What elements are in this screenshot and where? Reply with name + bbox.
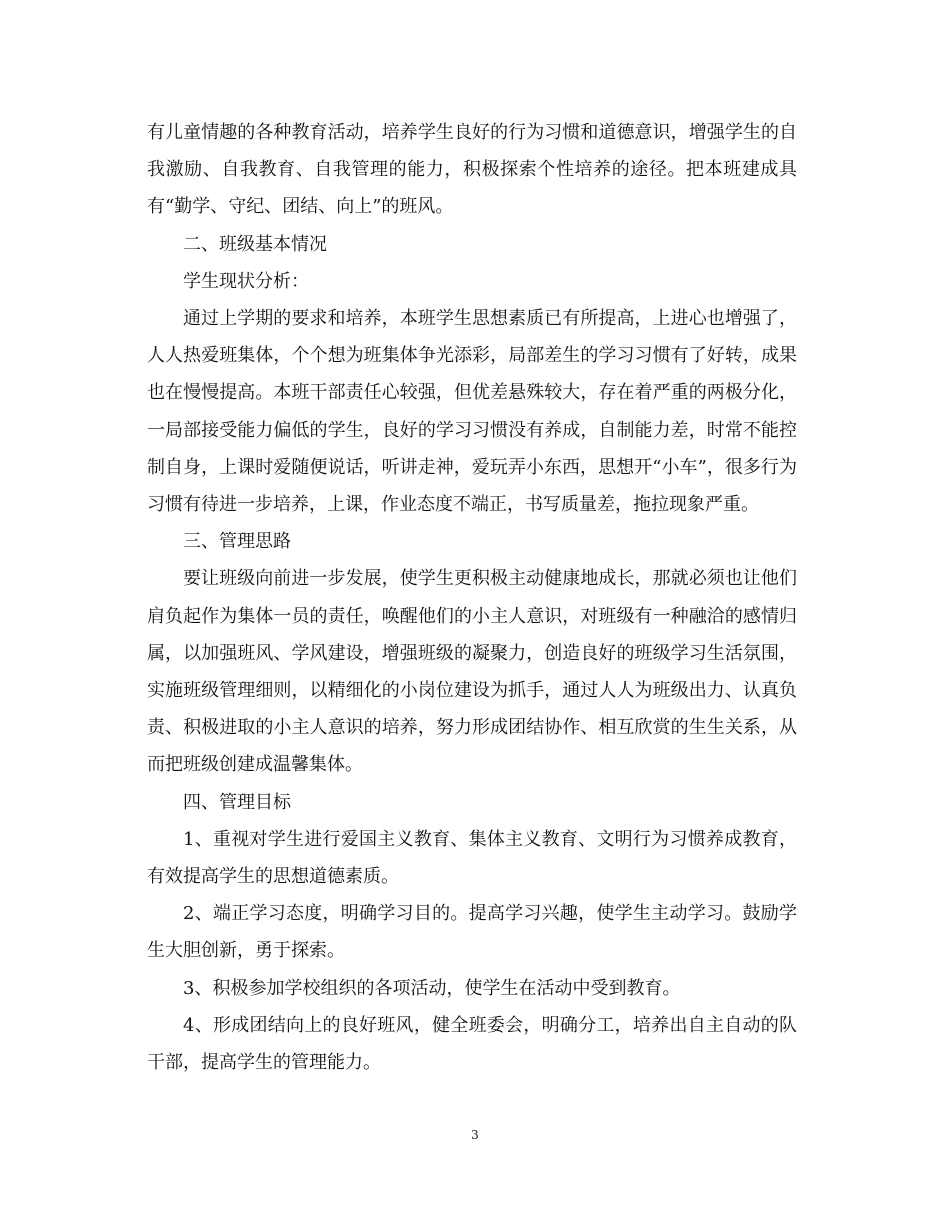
- goal-item-3: 3、积极参加学校组织的各项活动，使学生在活动中受到教育。: [183, 977, 681, 999]
- goal-item-4: 4、形成团结向上的良好班风，健全班委会，明确分工，培养出自主自动的队干部，提高学生的管理能力。: [147, 1014, 797, 1074]
- heading-management-approach: 三、管理思路: [183, 531, 291, 553]
- document-body: [147, 114, 797, 1081]
- paragraph-student-status: 通过上学期的要求和培养，本班学生思想素质已有所提高，上进心也增强了，人人热爱班集体，个个想为班集体争光添彩，局部差生的学习习惯有了好转，成果也在慢慢提高。本班干部责任心较强，但优差悬殊较大，存在着严重的两极分化，一局部接受能力偏低的学生，良好的学习习惯没有养成，自制能力差，时常不能控制自身，上课时爱随便说话，听讲走神，爱玩弄小东西，思想开“小车”，很多行为习惯有待进一步培养，上课，作业态度不端正，书写质量差，拖拉现象严重。: [147, 308, 797, 516]
- paragraph-intro-continuation: 有儿童情趣的各种教育活动，培养学生良好的行为习惯和道德意识，增强学生的自我激励、自我教育、自我管理的能力，积极探索个性培养的途径。把本班建成具有“勤学、守纪、团结、向上”的班风。: [147, 122, 797, 218]
- subheading-student-status: 学生现状分析：: [183, 270, 309, 292]
- goal-item-2: 2、端正学习态度，明确学习目的。提高学习兴趣，使学生主动学习。鼓励学生大胆创新，勇于探索。: [147, 903, 797, 962]
- goal-item-1: 1、重视对学生进行爱国主义教育、集体主义教育、文明行为习惯养成教育，有效提高学生的思想道德素质。: [147, 828, 797, 888]
- heading-class-basic-situation: 二、班级基本情况: [183, 233, 327, 255]
- page-number: 3: [471, 1128, 479, 1142]
- paragraph-management-approach: 要让班级向前进一步发展，使学生更积极主动健康地成长，那就必须也让他们肩负起作为集体一员的责任，唤醒他们的小主人意识，对班级有一种融洽的感情归属，以加强班风、学风建设，增强班级的凝聚力，创造良好的班级学习生活氛围，实施班级管理细则，以精细化的小岗位建设为抓手，通过人人为班级出力、认真负责、积极进取的小主人意识的培养，努力形成团结协作、相互欣赏的生生关系，从而把班级创建成温馨集体。: [147, 568, 797, 776]
- heading-management-goals: 四、管理目标: [183, 791, 291, 813]
